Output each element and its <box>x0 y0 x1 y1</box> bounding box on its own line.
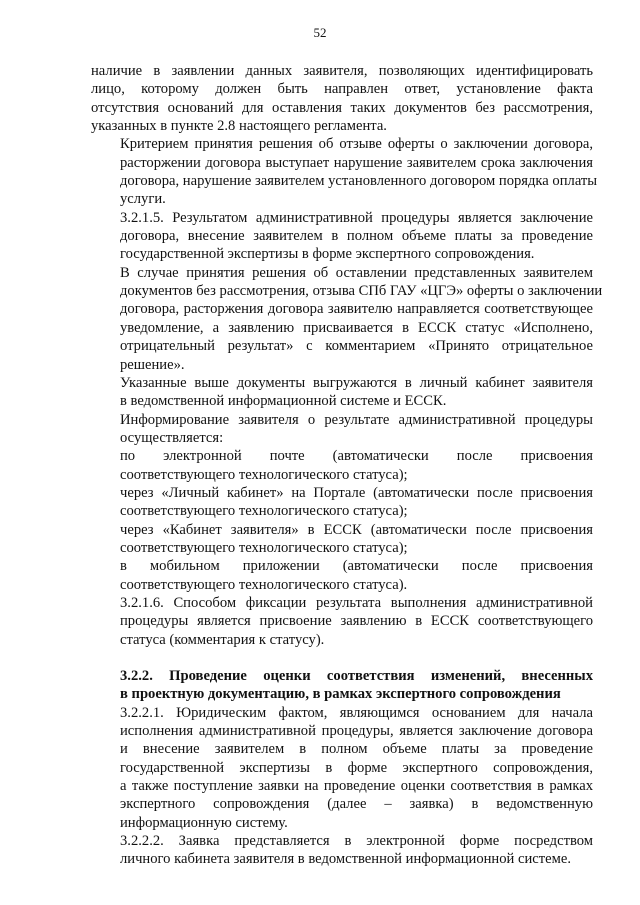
text-line: 3.2.1.5. Результатом административной процедуры является заключение <box>120 209 593 226</box>
text-line: договора, нарушение заявителем установленного договором порядка оплаты <box>120 173 598 190</box>
text-line: договора, внесение заявителем в полном объеме платы за проведение <box>120 228 593 245</box>
text-line: государственной экспертизы в форме экспертного сопровождения. <box>120 246 535 263</box>
list-item-mobile-app <box>91 557 593 594</box>
text-line: осуществляется: <box>120 429 224 446</box>
text-line: через «Кабинет заявителя» в ЕССК (автоматически после присвоения <box>120 521 593 538</box>
text-line: услуги. <box>120 191 166 208</box>
section-heading-3-2-2 <box>91 667 593 704</box>
text-line: расторжении договора выступает нарушение заявителем срока заключения <box>120 154 593 171</box>
paragraph-3-2-1-5 <box>91 209 593 264</box>
document-body <box>91 62 603 869</box>
text-line: соответствующего технологического статуса); <box>120 466 408 483</box>
paragraph-rejection-case <box>91 264 603 374</box>
paragraph-informing <box>91 411 593 448</box>
text-line: а также поступление заявки на проведение оценки соответствия в рамках <box>120 778 593 795</box>
text-line: экспертного сопровождения (далее – заявка) в ведомственную <box>120 796 593 813</box>
list-item-email <box>91 447 593 484</box>
paragraph-offer-criteria <box>91 135 598 208</box>
text-line: В случае принятия решения об оставлении представленных заявителем <box>120 264 593 281</box>
text-line: в ведомственной информационной системе и ЕССК. <box>120 393 447 410</box>
text-line: 3.2.2.2. Заявка представляется в электронной форме посредством <box>120 833 593 850</box>
list-item-essk-cabinet <box>91 521 593 558</box>
text-line: документов без рассмотрения, отзыва СПб ГАУ «ЦГЭ» оферты о заключении <box>120 283 603 300</box>
text-line: отрицательный результат» с комментарием «Принято отрицательное <box>120 338 593 355</box>
page-number: 52 <box>313 25 327 40</box>
heading-line: в проектную документацию, в рамках экспертного сопровождения <box>120 686 561 703</box>
text-line: отсутствия оснований для оставления таких документов без рассмотрения, <box>91 99 593 116</box>
paragraph-3-2-1-6 <box>91 594 593 649</box>
text-line: государственной экспертизы в форме экспертного сопровождения, <box>120 759 593 776</box>
list-item-portal <box>91 484 593 521</box>
text-line: процедуры является присвоение заявлению в ЕССК соответствующего <box>120 613 593 630</box>
text-line: по электронной почте (автоматически после присвоения <box>120 448 593 465</box>
text-line: Указанные выше документы выгружаются в личный кабинет заявителя <box>120 374 593 391</box>
text-line: соответствующего технологического статуса); <box>120 503 408 520</box>
text-line: соответствующего технологического статуса). <box>120 576 408 593</box>
text-line: Информирование заявителя о результате административной процедуры <box>120 411 593 428</box>
text-line: 3.2.2.1. Юридическим фактом, являющимся основанием для начала <box>120 704 593 721</box>
paragraph-3-2-2-2 <box>91 832 593 869</box>
text-line: исполнения административной процедуры, является заключение договора <box>120 723 593 740</box>
text-line: Критерием принятия решения об отзыве оферты о заключении договора, <box>120 136 593 153</box>
text-line: в мобильном приложении (автоматически после присвоения <box>120 558 593 575</box>
paragraph-continued <box>91 62 593 135</box>
text-line: указанных в пункте 2.8 настоящего регламента. <box>91 118 387 135</box>
text-line: информационную систему. <box>120 814 288 831</box>
text-line: соответствующего технологического статуса); <box>120 539 408 556</box>
paragraph-3-2-2-1 <box>91 704 593 832</box>
text-line: уведомление, а заявлению присваивается в ЕССК статус «Исполнено, <box>120 319 593 336</box>
heading-line: 3.2.2. Проведение оценки соответствия изменений, внесенных <box>120 668 593 684</box>
text-line: через «Личный кабинет» на Портале (автоматически после присвоения <box>120 484 593 501</box>
text-line: договора, расторжения договора заявителю направляется соответствующее <box>120 301 593 318</box>
text-line: наличие в заявлении данных заявителя, позволяющих идентифицировать <box>91 63 593 79</box>
text-line: личного кабинета заявителя в ведомственной информационной системе. <box>120 851 571 868</box>
text-line: 3.2.1.6. Способом фиксации результата выполнения административной <box>120 594 593 611</box>
text-line: решение». <box>120 356 185 373</box>
text-line: и внесение заявителем в полном объеме платы за проведение <box>120 741 593 758</box>
paragraph-documents-upload <box>91 374 593 411</box>
text-line: лицо, которому должен быть направлен ответ, установление факта <box>91 81 593 98</box>
text-line: статуса (комментария к статусу). <box>120 631 325 648</box>
